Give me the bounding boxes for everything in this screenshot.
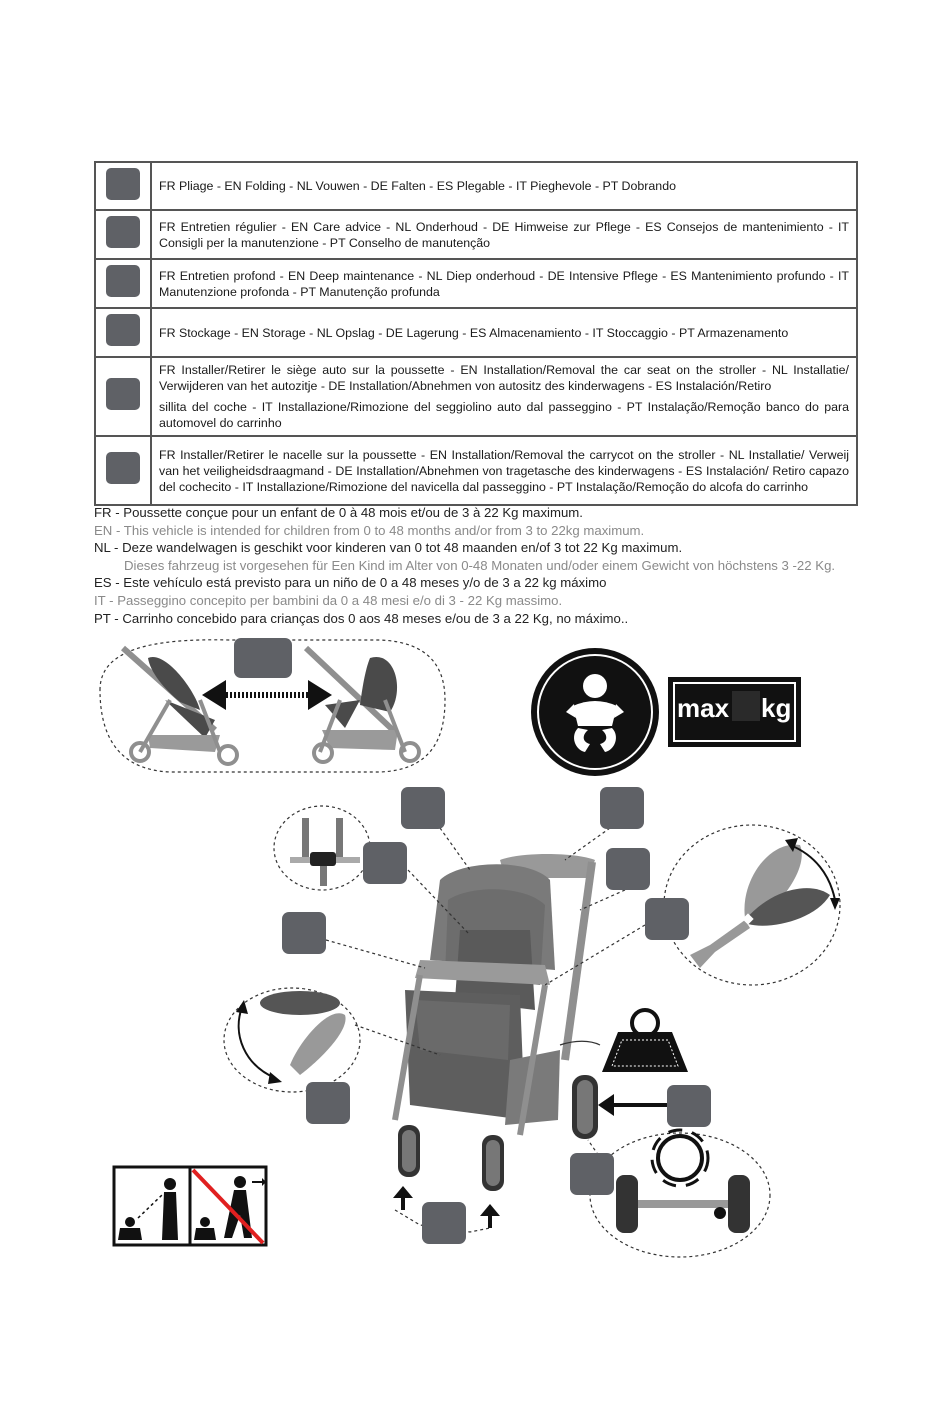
info-nl: NL - Deze wandelwagen is geschikt voor kinderen van 0 tot 48 maanden en/of 3 tot 22 Kg maximum. [94,540,683,556]
info-es: ES - Este vehículo está previsto para un niño de 0 a 48 meses y/o de 3 a 22 kg máximo [94,575,607,591]
legend-text: FR Stockage - EN Storage - NL Opslag - DE Lagerung - ES Almacenamiento - IT Stoccaggio - PT Armazenamento [151,308,857,357]
brake-detail-icon [590,1130,770,1257]
weight-value-placeholder [732,691,760,721]
folding-callout-icon [234,638,292,678]
info-pt: PT - Carrinho concebido para crianças dos 0 aos 48 meses e/ou de 3 a 22 Kg, no máximo.. [94,610,629,626]
callout-marker-icon [282,912,326,954]
callout-marker-icon [570,1153,614,1195]
baby-age-icon [531,648,659,776]
callout-marker-icon [667,1085,711,1127]
supervision-warning-icon [114,1167,266,1245]
max-weight-icon [668,677,801,747]
unfolded-stroller-right-icon [306,648,419,762]
callout-marker-icon [363,842,407,884]
info-fr: FR - Poussette conçue pour un enfant de 0 à 48 mois et/ou de 3 à 22 Kg maximum. [94,505,583,520]
folding-illustration [100,638,445,772]
legend-text: FR Pliage - EN Folding - NL Vouwen - DE Falten - ES Plegable - IT Pieghevole - PT Dobrando [151,162,857,210]
legend-text: FR Installer/Retirer le siège auto sur la poussette - EN Installation/Removal the car seat on the stroller - NL Installatie/ Verwijderen van het autozitje - DE Installation/Abnehmen von autositz des kinderwagens - ES Instalación/Retiro sillita del coche - IT Installazione/Rimozione del seggiolino auto dal passeggino - PT Instalação/Remoção banco do para automovel do carrinho [151,357,857,436]
basket-weight-icon [560,1010,688,1072]
callout-marker-icon [401,787,445,829]
callout-marker-icon [606,848,650,890]
callout-marker-icon [306,1082,350,1124]
info-de: Dieses fahrzeug ist vorgesehen für Een Kind im Alter von 0-48 Monaten und/oder einem Gewicht von höchstens 3 -22 Kg. [124,557,836,573]
callout-marker-icon [422,1202,466,1244]
legend-text: FR Entretien régulier - EN Care advice - NL Onderhoud - DE Himweise zur Pflege - ES Consejos de mantenimiento - IT Consigli per la manutenzione - PT Conselho de manutenção [151,210,857,259]
harness-detail-icon [274,806,370,890]
kg-label: kg [761,693,792,723]
info-it: IT - Passeggino concepito per bambini da 0 a 48 mesi e/o di 3 - 22 Kg massimo. [94,592,563,608]
stroller-main-illustration [395,854,598,1191]
canopy-detail-icon [224,988,360,1092]
legend-text: FR Installer/Retirer le nacelle sur la poussette - EN Installation/Removal the carrycot on the stroller - NL Installatie/ Verweij van het veiligheidsdraagmand - DE Installation/Abnehmen von tragetasche des kinderwagens - ES Instalación/ Retiro capazo del cochecito - IT Installazione/Rimozione del navicella dal passeggino - PT Instalação/Remoção do alcofa do carrinho [151,436,857,505]
callout-marker-icon [600,787,644,829]
max-label: max [677,693,730,723]
callout-marker-icon [645,898,689,940]
legend-text: FR Entretien profond - EN Deep maintenance - NL Diep onderhoud - DE Intensive Pflege - ES Mantenimiento profundo - IT Manutenzione profonda - PT Manutenção profunda [151,259,857,308]
recline-detail-icon [664,825,840,985]
info-en: EN - This vehicle is intended for children from 0 to 48 months and/or from 3 to 22kg maximum. [94,522,645,538]
